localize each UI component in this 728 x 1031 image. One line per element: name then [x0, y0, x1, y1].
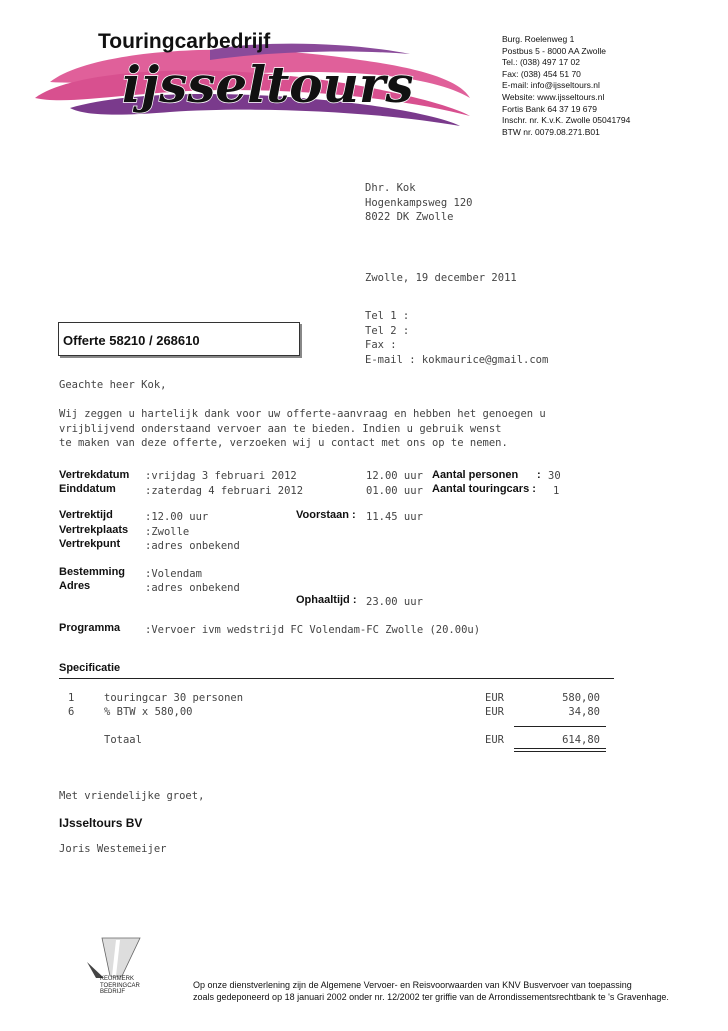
- row-amount: 580,00: [562, 692, 600, 704]
- company-info: [502, 34, 630, 138]
- company-address: Burg. Roelenweg 1: [502, 34, 575, 44]
- contact-fax: Fax :: [365, 339, 397, 351]
- vertrektijd-label: Vertrektijd: [59, 509, 113, 521]
- company-fax: Fax: (038) 454 51 70: [502, 68, 581, 79]
- einddatum-time: 01.00 uur: [366, 485, 423, 497]
- logo-tagline: Touringcarbedrijf: [98, 30, 271, 53]
- aantal-personen-value: 30: [548, 470, 561, 482]
- aantal-personen-colon: :: [537, 469, 541, 481]
- vertrektijd-value: :12.00 uur: [145, 511, 209, 523]
- company-btw: BTW nr. 0079.08.271.B01: [502, 126, 600, 137]
- offerte-title-box: [58, 322, 300, 356]
- intro-text: [59, 407, 546, 451]
- contact-tel1: Tel 1 :: [365, 310, 410, 322]
- company-tel: Tel.: (038) 497 17 02: [502, 57, 580, 68]
- keurmerk-icon: [82, 936, 144, 980]
- closing: Met vriendelijke groet,: [59, 790, 205, 802]
- row-amount: 34,80: [568, 706, 600, 718]
- specificatie-heading: Specificatie: [59, 662, 121, 674]
- contact-email: E-mail : kokmaurice@gmail.com: [365, 353, 549, 366]
- row-desc: % BTW x 580,00: [104, 706, 193, 718]
- total-double-rule-1: [514, 748, 606, 749]
- offerte-title: Offerte 58210 / 268610: [63, 333, 200, 348]
- keurmerk-line: KEURMERK: [100, 976, 135, 982]
- company-website[interactable]: Website: www.ijsseltours.nl: [502, 91, 605, 102]
- specificatie-rule: [59, 678, 614, 679]
- recipient-city: 8022 DK Zwolle: [365, 211, 454, 223]
- vertrekpunt-label: Vertrekpunt: [59, 538, 121, 550]
- row-currency: EUR: [485, 706, 504, 718]
- aantal-touringcars-value: 1: [553, 485, 560, 497]
- ophaaltijd-value: 23.00 uur: [366, 596, 423, 608]
- company-email[interactable]: E-mail: info@ijsseltours.nl: [502, 80, 600, 91]
- footer-terms: [193, 979, 669, 1003]
- voorstaan-value: 11.45 uur: [366, 511, 423, 523]
- aantal-personen-label: Aantal personen: [432, 469, 519, 481]
- place-date: Zwolle, 19 december 2011: [365, 272, 517, 284]
- company-name: IJsseltours BV: [59, 816, 143, 830]
- row-qty: 6: [68, 706, 75, 718]
- row-desc: touringcar 30 personen: [104, 692, 244, 704]
- total-double-rule-2: [514, 751, 606, 752]
- total-currency: EUR: [485, 734, 504, 746]
- adres-label: Adres: [59, 580, 91, 592]
- intro-line: te maken van deze offerte, verzoeken wij u contact met ons op te nemen.: [59, 437, 508, 449]
- company-bank: Fortis Bank 64 37 19 679: [502, 103, 597, 114]
- vertrekdatum-label: Vertrekdatum: [59, 469, 130, 481]
- voorstaan-label: Voorstaan :: [296, 509, 356, 521]
- keurmerk-text: [100, 976, 140, 996]
- vertrekdatum-value: :vrijdag 3 februari 2012: [145, 470, 297, 482]
- footer-line: Op onze dienstverlening zijn de Algemene Vervoer- en Reisvoorwaarden van KNV Busvervoer van toepassing: [193, 980, 632, 990]
- total-amount: 614,80: [562, 734, 600, 746]
- contact-tel2: Tel 2 :: [365, 324, 410, 337]
- contact-block: [365, 309, 548, 367]
- aantal-touringcars-label: Aantal touringcars :: [432, 483, 536, 495]
- recipient-name: Dhr. Kok: [365, 182, 416, 194]
- einddatum-value: :zaterdag 4 februari 2012: [145, 485, 304, 497]
- ijsseltours-logo: [30, 20, 480, 130]
- vertrekplaats-value: :Zwolle: [145, 526, 190, 538]
- adres-value: :adres onbekend: [145, 582, 240, 594]
- keurmerk-line: TOERINGCAR: [100, 982, 140, 989]
- row-currency: EUR: [485, 692, 504, 704]
- vertrekdatum-time: 12.00 uur: [366, 470, 423, 482]
- ophaaltijd-label: Ophaaltijd :: [296, 594, 357, 606]
- bestemming-label: Bestemming: [59, 566, 126, 578]
- subtotal-rule: [514, 726, 606, 727]
- vertrekpunt-value: :adres onbekend: [145, 540, 240, 552]
- recipient-address: [365, 181, 472, 225]
- logo-brand: ijsseltours: [122, 55, 414, 114]
- salutation: Geachte heer Kok,: [59, 379, 167, 391]
- signatory: Joris Westemeijer: [59, 843, 167, 855]
- footer-line: zoals gedeponeerd op 18 januari 2002 onder nr. 12/2002 ter griffie van de Arrondissementsrechtbank te 's Gravenhage.: [193, 992, 669, 1002]
- company-kvk: Inschr. nr. K.v.K. Zwolle 05041794: [502, 115, 631, 126]
- intro-line: Wij zeggen u hartelijk dank voor uw offerte-aanvraag en hebben het genoegen u: [59, 408, 546, 420]
- intro-line: vrijblijvend onderstaand vervoer aan te bieden. Indien u gebruik wenst: [59, 422, 502, 435]
- recipient-street: Hogenkampsweg 120: [365, 196, 473, 209]
- row-qty: 1: [68, 692, 75, 704]
- einddatum-label: Einddatum: [59, 483, 116, 495]
- bestemming-value: :Volendam: [145, 568, 202, 580]
- programma-value: :Vervoer ivm wedstrijd FC Volendam-FC Zwolle (20.00u): [145, 624, 481, 636]
- vertrekplaats-label: Vertrekplaats: [59, 524, 129, 536]
- programma-label: Programma: [59, 622, 121, 634]
- company-postbus: Postbus 5 - 8000 AA Zwolle: [502, 45, 606, 56]
- keurmerk-line: BEDRIJF: [100, 989, 126, 995]
- total-label: Totaal: [104, 734, 142, 746]
